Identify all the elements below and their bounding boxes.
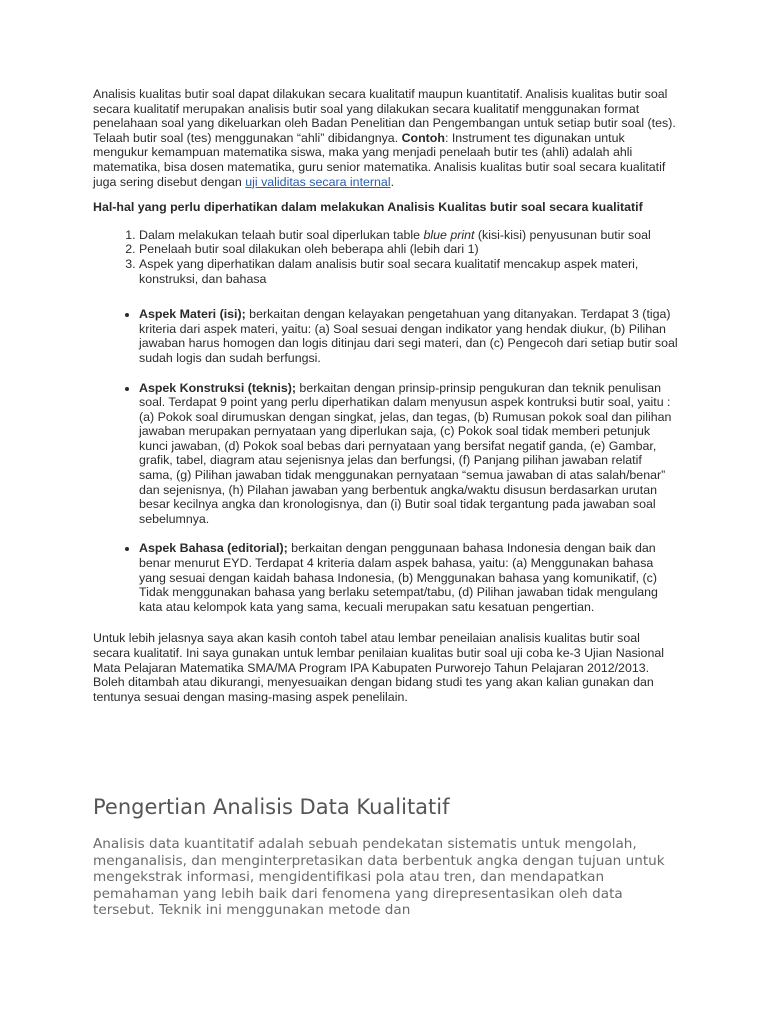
intro-paragraph: [93, 87, 678, 189]
document-page: [93, 87, 678, 704]
section-heading: Hal-hal yang perlu diperhatikan dalam melakukan Analisis Kualitas butir soal secara kualitatif: [93, 200, 643, 215]
list-item-text: (kisi-kisi) penyusunan butir soal: [474, 227, 651, 242]
closing-paragraph: Untuk lebih jelasnya saya akan kasih contoh tabel atau lembar peneilaian analisis kualitas butir soal secara kualitatif. Ini saya gunakan untuk lembar penilaian kualitas butir soal uji coba ke-3 Ujian Nasional Mata Pelajaran Matematika SMA/MA Program IPA Kabupaten Purworejo Tahun Pelajaran 2012/2013. Boleh ditambah atau dikurangi, menyesuaikan dengan bidang studi tes yang akan kalian gunakan dan tentunya sesuai dengan masing-masing aspek penelilain.: [93, 631, 664, 704]
aspek-bahasa-label: Aspek Bahasa (editorial);: [139, 541, 288, 556]
aspek-konstruksi-label: Aspek Konstruksi (teknis);: [139, 380, 296, 395]
aspek-materi-text: berkaitan dengan kelayakan pengetahuan yang ditanyakan. Terdapat 3 (tiga) kriteria dari aspek materi, yaitu: (a) Soal sesuai dengan indikator yang hendak diukur, (b) Pilihan jawaban harus homogen dan logis ditinjau dari segi materi, dan (c) Pengecoh dari setiap butir soal sudah logis dan sudah berfungsi.: [139, 307, 678, 365]
list-item-text: Dalam melakukan telaah butir soal diperlukan table: [139, 227, 424, 242]
list-item: 2. Penelaah butir soal dilakukan oleh beberapa ahli (lebih dari 1): [139, 242, 678, 257]
intro-text-end: .: [390, 174, 395, 189]
intro-text-a: Analisis kualitas butir soal dapat dilakukan secara kualitatif maupun kuantitatif. Analisis kualitas butir soal secara kualitatif merupakan analisis butir soal yang dilakukan secara kualitatif menggunakan format penelahaan soal yang dikeluarkan oleh Badan Penelitian dan Pengembangan untuk setiap butir soal (tes). Telaah butir soal (tes) menggunakan “ahli” dibidangnya.: [93, 87, 676, 145]
blue-print-term: blue print: [423, 227, 475, 242]
section-title: Pengertian Analisis Data Kualitatif: [93, 795, 450, 819]
bullet-aspek-bahasa: [139, 541, 678, 614]
numbered-list: [93, 228, 678, 286]
intro-text-b: : Instrument tes digunakan untuk mengukur kemampuan matematika siswa, maka yang menjadi penelaah butir tes (ahli) adalah ahli matematika, bisa dosen matematika, guru senior matematika. Analisis kualitas butir soal secara kualitatif juga sering disebut dengan: [93, 130, 666, 189]
contoh-label: Contoh: [401, 130, 445, 145]
aspek-konstruksi-text: berkaitan dengan prinsip-prinsip pengukuran dan teknik penulisan soal. Terdapat 9 point yang perlu diperhatikan dalam menyusun aspek kontruksi butir soal, yaitu : (a) Pokok soal dirumuskan dengan singkat, jelas, dan tegas, (b) Rumusan pokok soal dan pilihan jawaban merupakan pernyataan yang diperlukan saja, (c) Pokok soal tidak memberi petunjuk kunci jawaban, (d) Pokok soal bebas dari pernyataan yang bersifat negatif ganda, (e) Gambar, grafik, tabel, diagram atau sejenisnya jelas dan berfungsi, (f) Panjang pilihan jawaban relatif sama, (g) Pilihan jawaban tidak menggunakan pernyataan “semua jawaban di atas salah/benar” dan sejenisnya, (h) Pilahan jawaban yang berbentuk angka/waktu disusun berdasarkan urutan besar kecilnya angka dan kronologisnya, dan (i) Butir soal tidak tergantung pada jawaban soal sebelumnya.: [139, 380, 672, 526]
aspek-materi-label: Aspek Materi (isi);: [139, 307, 246, 322]
list-item: [139, 228, 678, 243]
aspek-bahasa-text: berkaitan dengan penggunaan bahasa Indonesia dengan baik dan benar menurut EYD. Terdapat 4 kriteria dalam aspek bahasa, yaitu: (a) Menggunakan bahasa yang sesuai dengan kaidah bahasa Indonesia, (b) Menggunakan bahasa yang komunikatif, (c) Tidak menggunakan bahasa yang berlaku setempat/tabu, (d) Pilihan jawaban tidak mengulang kata atau kelompok kata yang sama, kecuali merupakan satu kesatuan pengertian.: [139, 541, 658, 614]
section-body: Analisis data kuantitatif adalah sebuah pendekatan sistematis untuk mengolah, menganalisis, dan menginterpretasikan data berbentuk angka dengan tujuan untuk mengekstrak informasi, mengidentifikasi pola atau tren, dan mendapatkan pemahaman yang lebih baik dari fenomena yang direpresentasikan oleh data tersebut. Teknik ini menggunakan metode dan: [93, 836, 665, 919]
list-item: 3. Aspek yang diperhatikan dalam analisis butir soal secara kualitatif mencakup aspek materi, konstruksi, dan bahasa: [139, 257, 678, 286]
uji-validitas-link[interactable]: uji validitas secara internal: [245, 174, 391, 189]
aspect-bullet-list: [93, 307, 678, 614]
bullet-aspek-materi: [139, 307, 678, 365]
bullet-aspek-konstruksi: [139, 381, 678, 527]
